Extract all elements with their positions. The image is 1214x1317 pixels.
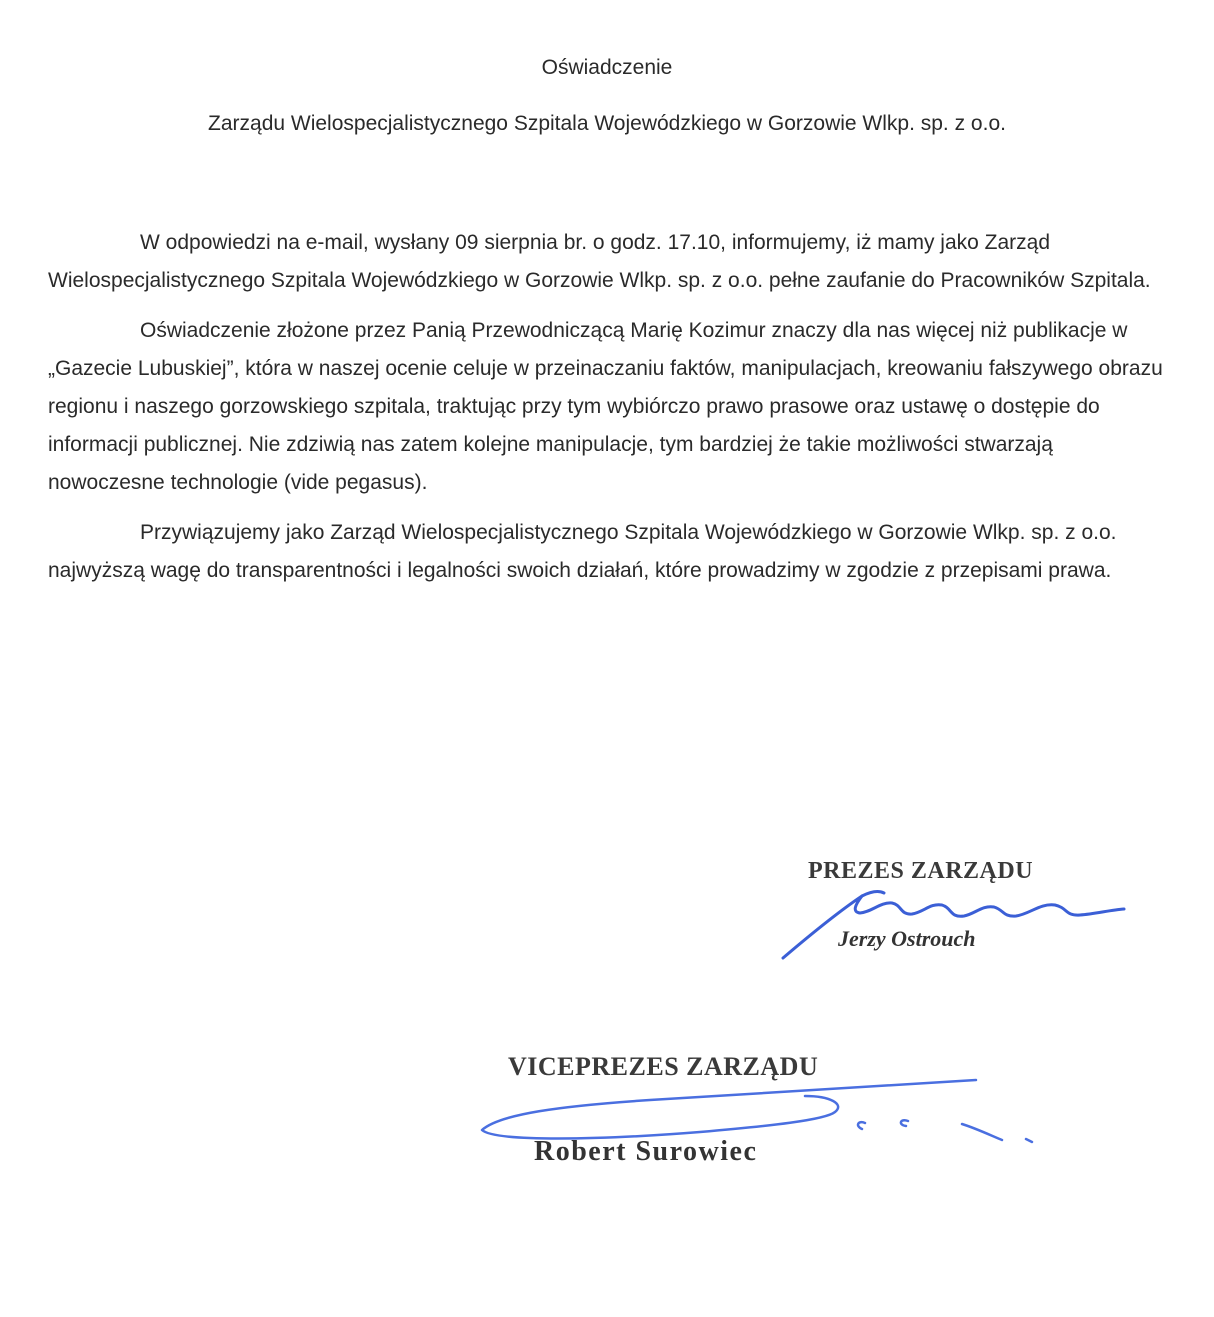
vice-president-signature-stroke [482, 1080, 1032, 1142]
vice-president-stamp-title: VICEPREZES ZARZĄDU [508, 1052, 819, 1081]
document-title: Oświadczenie [541, 56, 673, 79]
vice-president-stamp-name: Robert Surowiec [534, 1136, 758, 1167]
document-subtitle: Zarządu Wielospecjalistycznego Szpitala Wojewódzkiego w Gorzowie Wlkp. sp. z o.o. [208, 112, 1006, 135]
document-body [48, 224, 1173, 602]
president-stamp-title: PREZES ZARZĄDU [808, 858, 1034, 884]
president-stamp-name: Jerzy Ostrouch [838, 926, 976, 951]
paragraph-2: Oświadczenie złożone przez Panią Przewodniczącą Marię Kozimur znaczy dla nas więcej niż publikacje w „Gazecie Lubuskiej”, która w naszej ocenie celuje w przeinaczaniu faktów, manipulacjach, kreowaniu fałszywego obrazu regionu i naszego gorzowskiego szpitala, traktując przy tym wybiórczo prawo prasowe oraz ustawę o dostępie do informacji publicznej. Nie zdziwią nas zatem kolejne manipulacje, tym bardziej że takie możliwości stwarzają nowoczesne technologie (vide pegasus). [48, 319, 1163, 494]
paragraph-1: W odpowiedzi na e-mail, wysłany 09 sierpnia br. o godz. 17.10, informujemy, iż mamy jako Zarząd Wielospecjalistycznego Szpitala Wojewódzkiego w Gorzowie Wlkp. sp. z o.o. pełne zaufanie do Pracowników Szpitala. [48, 231, 1151, 292]
paragraph-3: Przywiązujemy jako Zarząd Wielospecjalistycznego Szpitala Wojewódzkiego w Gorzowie Wlkp. sp. z o.o. najwyższą wagę do transparentności i legalności swoich działań, które prowadzimy w zgodzie z przepisami prawa. [48, 521, 1117, 582]
